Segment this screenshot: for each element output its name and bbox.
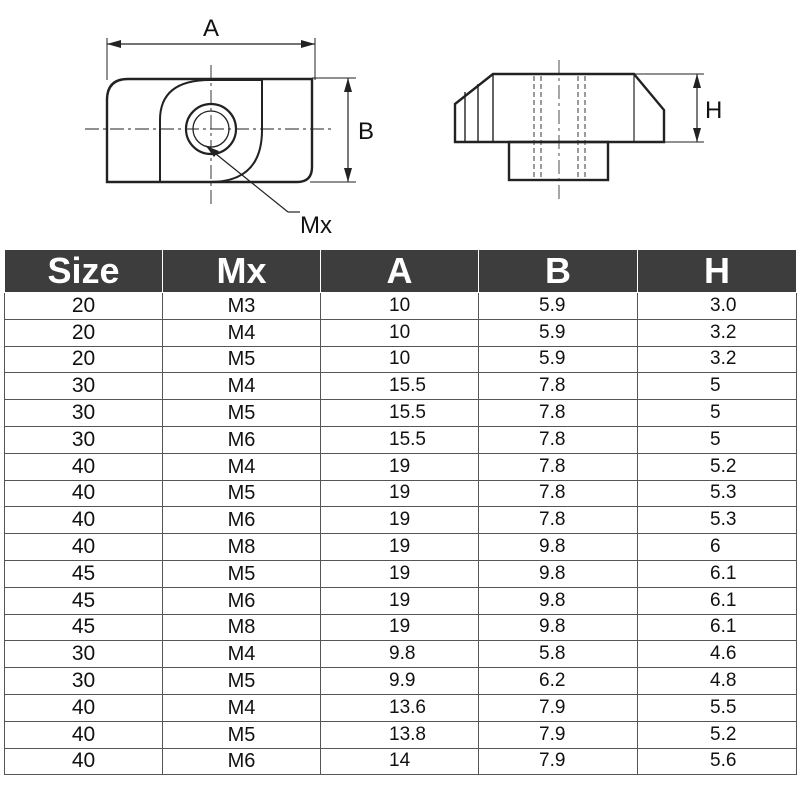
header-mx: Mx xyxy=(163,250,321,293)
cell-h: 6.1 xyxy=(638,614,797,641)
cell-a: 19 xyxy=(321,534,479,561)
cell-a: 10 xyxy=(321,293,479,320)
cell-size: 30 xyxy=(5,400,163,427)
cell-size: 40 xyxy=(5,453,163,480)
cell-b: 7.8 xyxy=(479,453,638,480)
cell-mx: M4 xyxy=(163,319,321,346)
cell-b: 7.9 xyxy=(479,721,638,748)
cell-b: 5.9 xyxy=(479,346,638,373)
table-row xyxy=(5,694,797,721)
cell-mx: M3 xyxy=(163,293,321,320)
cell-size: 45 xyxy=(5,587,163,614)
cell-b: 7.8 xyxy=(479,426,638,453)
label-b: B xyxy=(358,118,375,145)
side-view xyxy=(455,60,704,200)
cell-a: 19 xyxy=(321,507,479,534)
cell-size: 40 xyxy=(5,534,163,561)
table-body xyxy=(5,293,797,775)
cell-mx: M6 xyxy=(163,426,321,453)
cell-mx: M5 xyxy=(163,560,321,587)
cell-mx: M4 xyxy=(163,373,321,400)
cell-size: 20 xyxy=(5,319,163,346)
cell-mx: M8 xyxy=(163,534,321,561)
table-row xyxy=(5,614,797,641)
table-row xyxy=(5,319,797,346)
spec-table xyxy=(4,250,797,775)
side-view-head xyxy=(455,74,664,142)
cell-b: 5.9 xyxy=(479,319,638,346)
table-row xyxy=(5,641,797,668)
cell-a: 9.8 xyxy=(321,641,479,668)
tnut-technical-drawing xyxy=(0,0,800,250)
cell-h: 6 xyxy=(638,534,797,561)
cell-a: 15.5 xyxy=(321,400,479,427)
cell-mx: M5 xyxy=(163,480,321,507)
cell-a: 15.5 xyxy=(321,373,479,400)
cell-h: 5.3 xyxy=(638,480,797,507)
cell-size: 30 xyxy=(5,641,163,668)
cell-b: 5.8 xyxy=(479,641,638,668)
cell-mx: M4 xyxy=(163,694,321,721)
cell-a: 19 xyxy=(321,560,479,587)
cell-size: 20 xyxy=(5,293,163,320)
cell-b: 9.8 xyxy=(479,534,638,561)
table-row xyxy=(5,668,797,695)
cell-b: 7.8 xyxy=(479,507,638,534)
cell-b: 7.8 xyxy=(479,400,638,427)
dimension-h xyxy=(634,74,704,142)
header-h: H xyxy=(638,250,797,293)
header-b: B xyxy=(479,250,638,293)
table-row xyxy=(5,373,797,400)
cell-h: 3.2 xyxy=(638,346,797,373)
dimension-b xyxy=(310,78,356,182)
cell-a: 9.9 xyxy=(321,668,479,695)
cell-a: 19 xyxy=(321,480,479,507)
cell-a: 19 xyxy=(321,453,479,480)
table-row xyxy=(5,400,797,427)
cell-a: 15.5 xyxy=(321,426,479,453)
cell-h: 3.2 xyxy=(638,319,797,346)
cell-a: 13.8 xyxy=(321,721,479,748)
cell-mx: M5 xyxy=(163,400,321,427)
table-row xyxy=(5,426,797,453)
cell-a: 14 xyxy=(321,748,479,775)
cell-size: 45 xyxy=(5,614,163,641)
top-view xyxy=(85,38,356,212)
cell-b: 7.8 xyxy=(479,480,638,507)
cell-h: 5 xyxy=(638,426,797,453)
table-row xyxy=(5,453,797,480)
cell-a: 10 xyxy=(321,319,479,346)
label-h: H xyxy=(705,97,723,124)
table-row xyxy=(5,534,797,561)
cell-h: 5 xyxy=(638,400,797,427)
cell-mx: M4 xyxy=(163,453,321,480)
cell-mx: M5 xyxy=(163,668,321,695)
cell-b: 7.9 xyxy=(479,748,638,775)
table-row xyxy=(5,293,797,320)
cell-mx: M4 xyxy=(163,641,321,668)
cell-h: 5 xyxy=(638,373,797,400)
cell-size: 40 xyxy=(5,480,163,507)
table-row xyxy=(5,721,797,748)
cell-mx: M6 xyxy=(163,587,321,614)
cell-h: 5.5 xyxy=(638,694,797,721)
table-row xyxy=(5,587,797,614)
cell-h: 5.2 xyxy=(638,721,797,748)
cell-b: 9.8 xyxy=(479,560,638,587)
table-row xyxy=(5,480,797,507)
cell-mx: M5 xyxy=(163,346,321,373)
label-a: A xyxy=(202,15,220,42)
cell-size: 40 xyxy=(5,694,163,721)
cell-size: 30 xyxy=(5,373,163,400)
top-view-outline xyxy=(107,79,312,182)
cell-size: 30 xyxy=(5,426,163,453)
cell-size: 20 xyxy=(5,346,163,373)
cell-b: 7.8 xyxy=(479,373,638,400)
cell-a: 10 xyxy=(321,346,479,373)
cell-a: 19 xyxy=(321,587,479,614)
table-row xyxy=(5,346,797,373)
cell-h: 6.1 xyxy=(638,587,797,614)
cell-b: 7.9 xyxy=(479,694,638,721)
table-header-row xyxy=(5,250,797,293)
cell-mx: M8 xyxy=(163,614,321,641)
label-mx: Mx xyxy=(300,212,332,239)
cell-a: 13.6 xyxy=(321,694,479,721)
cell-size: 40 xyxy=(5,507,163,534)
cell-b: 9.8 xyxy=(479,587,638,614)
cell-a: 19 xyxy=(321,614,479,641)
cell-size: 45 xyxy=(5,560,163,587)
header-a: A xyxy=(321,250,479,293)
cell-size: 40 xyxy=(5,721,163,748)
header-size: Size xyxy=(5,250,163,293)
cell-h: 3.0 xyxy=(638,293,797,320)
cell-mx: M6 xyxy=(163,507,321,534)
cell-b: 9.8 xyxy=(479,614,638,641)
cell-mx: M6 xyxy=(163,748,321,775)
cell-h: 6.1 xyxy=(638,560,797,587)
table-row xyxy=(5,507,797,534)
mx-leader xyxy=(206,146,300,212)
cell-h: 4.6 xyxy=(638,641,797,668)
side-view-shank xyxy=(509,142,608,180)
cell-h: 4.8 xyxy=(638,668,797,695)
cell-mx: M5 xyxy=(163,721,321,748)
cell-h: 5.6 xyxy=(638,748,797,775)
cell-size: 40 xyxy=(5,748,163,775)
cell-b: 6.2 xyxy=(479,668,638,695)
cell-b: 5.9 xyxy=(479,293,638,320)
table-row xyxy=(5,560,797,587)
cell-h: 5.3 xyxy=(638,507,797,534)
cell-size: 30 xyxy=(5,668,163,695)
cell-h: 5.2 xyxy=(638,453,797,480)
table-row xyxy=(5,748,797,775)
